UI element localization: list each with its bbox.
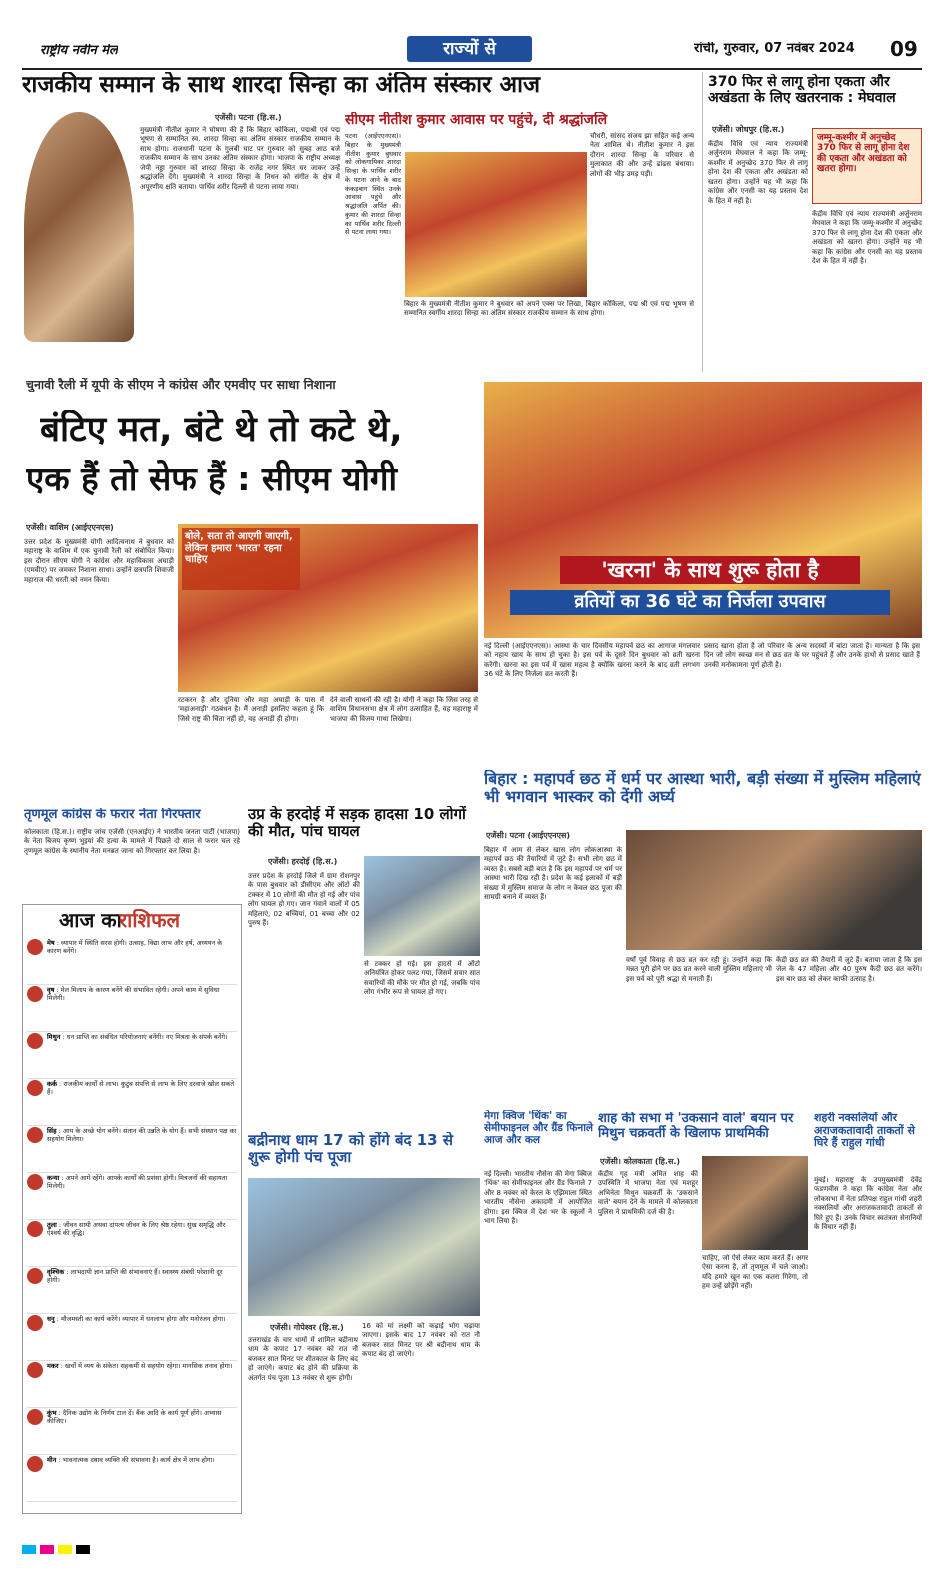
zodiac-icon: [27, 986, 43, 1002]
story6-body2: से टक्कर हो गई। इस हादसे में ऑटो अनियंत्रित होकर पलट गया, जिसमें सवार सात सवारियों की मौके पर मौत हो गई, जबकि पांच लोग गंभीर रूप से घायल हो गए।: [364, 960, 480, 997]
rashi-name: वृष: [47, 986, 55, 994]
story2-body-right: केंद्रीय विधि एवं न्याय राज्यमंत्री अर्जुनराम मेघवाल ने कहा कि जम्मू-कश्मीर में अनुच्छेद 370 फिर से लागू होना देश की एकता और अखंडता को खतरा होगा। उन्होंने यह भी कहा कि कांग्रेस और एनसी का यह प्रस्ताव देश के हित में नहीं है।: [812, 210, 922, 266]
story1-body3: चौधरी, सांसद संजय झा सहित कई अन्य नेता शामिल थे। नीतीश कुमार ने इस दौरान शारदा सिन्हा के परिवार से मुलाकात की और उन्हें ढांढस बंधाया। लोगों की भीड़ उमड़ पड़ी।: [590, 132, 694, 178]
byline-story3: एजेंसी। वाशिम (आईएएनएस): [26, 523, 114, 532]
zodiac-icon: [27, 1315, 43, 1331]
rashi-text: अपने आगे रहेंगे। आपके कार्यों की प्रशंसा होगी। मित्रजनों की सहायता मिलेगी।: [47, 1174, 228, 1191]
headline-article-370: 370 फिर से लागू होना एकता और अखंडता के लिए खतरनाक : मेघवाल: [708, 74, 896, 107]
rashi-name: कर्क: [47, 1080, 57, 1088]
cm-tribute-photo: [405, 152, 587, 297]
masthead-rule: [22, 68, 922, 70]
rashi-name: मीन: [47, 1456, 57, 1464]
zodiac-icon: [27, 1174, 43, 1190]
zodiac-icon: [27, 1221, 43, 1237]
rashi-text: मौजमस्ती का कार्य करेंगे। व्यापार में धनलाभ होगा और मनोरंजन होगा।: [60, 1315, 226, 1323]
headline-sharda-sinha: राजकीय सम्मान के साथ शारदा सिन्हा का अंतिम संस्कार आज: [22, 72, 541, 98]
byline-story2: एजेंसी। जोधपुर (हि.स.): [712, 125, 785, 134]
column-divider: [702, 72, 703, 372]
rashi-item: वृष : मेल मिलाप के कारण बनेंगे की संभावित रहेगी। अपने काम में सुविधा मिलेगी।: [27, 986, 237, 1030]
rashifal-list: [25, 939, 239, 1511]
rashi-name: सिंह: [47, 1127, 57, 1135]
story1-body1: मुख्यमंत्री नीतीश कुमार ने घोषणा की है कि बिहार कोकिला, पद्मश्री एवं पद्म भूषण से सम्मानित स्व. शारदा सिन्हा का अंतिम संस्कार राजकीय सम्मान के साथ होगा। राजधानी पटना के गुलबी घाट पर गुरुवार को सुबह आठ बजे राजकीय सम्मान के साथ उनका अंतिम संस्कार होगा। भाजपा के राष्ट्रीय अध्यक्ष जेपी नड्डा गुरुवार को शारदा सिन्हा के राजेंद्र नगर स्थित घर जाकर उन्हें श्रद्धांजलि देंगे। मुख्यमंत्री ने शारदा सिन्हा के निधन को संगीत के क्षेत्र में अपूरणीय क्षति बताया। पार्थिव शरीर दिल्ली से पटना लाया गया।: [140, 126, 340, 191]
rashi-text: लाभदायी ज्ञान प्राप्ति की संभावनाएं हैं। स्वास्थ्य संबंधी परेशानी दूर होगी।: [47, 1268, 223, 1285]
rashi-item: तुला : जीवन साथी अथवा दांपत्य जीवन के लिए श्रेष्ठ रहेगा। सुख समृद्धि और ऐश्वर्य की वृद्धि।: [27, 1221, 237, 1265]
rashi-text: आय के अच्छे योग बनेंगे। संतान की उन्नति के योग हैं। सभी संस्थान पक्ष का सहयोग मिलेगा।: [47, 1127, 237, 1144]
kharna-banner: 'खरना' के साथ शुरू होता है: [560, 556, 860, 584]
rashifal-title: राशिफल: [119, 909, 181, 932]
kicker-yogi: चुनावी रैली में यूपी के सीएम ने कांग्रेस और एमवीए पर साधा निशाना: [26, 378, 336, 392]
yogi-photo-quote: बोले, सता तो आएगी जाएगी, लेकिन हमारा 'भारत' रहना चाहिए: [182, 528, 300, 590]
rashi-text: भावनात्मक दबाव व्यक्ति की संभावना है। कार्य क्षेत्र में लाभ होगा।: [62, 1456, 215, 1464]
story8-body: उत्तराखंड के चार धामों में शामिल बद्रीनाथ धाम के कपाट 17 नवंबर को रात नौ बजकर सात मिनट पर शीतकाल के लिए बंद हो जाएंगे। कपाट बंद होने की प्रक्रिया के अंतर्गत पंच पूजा 13 नवंबर से शुरू होगी।: [248, 1336, 358, 1382]
story7-body: बिहार में आम से लेकर खास लोग लोकआस्था के महापर्व छठ की तैयारियों में जुटे हैं। सभी लोग छठ में व्यस्त हैं। सबसे बड़ी बात है कि इस महापर्व पर धर्म पर आस्था भारी दिख रही है। प्रदेश के कई इलाकों में बड़ी संख्या में मुस्लिम समाज के लोग न केवल छठ पूजा की सामग्री बनाने में व्यस्त हैं।: [484, 846, 622, 902]
sharda-sinha-portrait: [24, 112, 134, 342]
rashi-item: कन्या : अपने आगे रहेंगे। आपके कार्यों की प्रशंसा होगी। मित्रजनों की सहायता मिलेगी।: [27, 1174, 237, 1218]
zodiac-icon: [27, 1409, 43, 1425]
story2-body: केंद्रीय विधि एवं न्याय राज्यमंत्री अर्जुनराम मेघवाल ने कहा कि जम्मू-कश्मीर में अनुच्छेद 370 फिर से लागू होना देश की एकता और अखंडता को खतरा होगा। उन्होंने यह भी कहा कि कांग्रेस और एनसी का यह प्रस्ताव देश के हित में नहीं है।: [708, 140, 808, 205]
rashi-name: मेष: [47, 939, 55, 947]
rashi-name: मकर: [47, 1362, 59, 1370]
story4-body: नई दिल्ली (आईएएनएस)। आस्था के चार दिवसीय महापर्व छठ का आगाज मंगलवार को नहाय खाय के साथ हो चुका है। इस पर्व के दूसरे दिन बुधवार को व्रती खरना करेंगी। खरना का इस पर्व में खास महत्व है क्योंकि खरना करने के बाद व्रती लगभग 36 घंटे के लिए निर्जला व्रत करती हैं।: [484, 642, 700, 679]
rashi-text: दैनिक उद्योग के निर्णय टाल दें। बैंक आदि के कार्य पूर्ण होंगे। अभ्यास कीजिए।: [47, 1409, 222, 1426]
zodiac-icon: [27, 939, 43, 955]
muslim-women-photo: [626, 830, 922, 950]
rashi-item: मीन : भावनात्मक दबाव व्यक्ति की संभावना है। कार्य क्षेत्र में लाभ होगा।: [27, 1456, 237, 1500]
byline-story1: एजेंसी। पटना (हि.स.): [215, 113, 282, 122]
rashi-item: धनु : मौजमस्ती का कार्य करेंगे। व्यापार में धनलाभ होगा और मनोरंजन होगा।: [27, 1315, 237, 1359]
story7-body3: केंद्री छठ व्रत की तैयारी में जुटे हैं। बताया जाता है कि इस जेल के 47 महिला और 40 पुरुष कैदी छठ व्रत करेंगे। इस बार छठ को लेकर काफी उत्साह है।: [776, 956, 922, 983]
story3-body2: रटकरन है और दुनिया और महा अघाड़ी के पास में 'महाअनाड़ी' गठबंधन है। मैं अनाड़ी इसलिए कहता हूं कि जिसे राष्ट्र की चिंता नहीं हो, वह अनाड़ी ही होगा।: [178, 696, 324, 723]
zodiac-icon: [27, 1080, 43, 1096]
rashi-item: कर्क : राजकीय कार्यों से लाभ। कुटुंब संपत्ति से लाभ के लिए दरवाजे खोल सकते हैं।: [27, 1080, 237, 1124]
subhead-story1: सीएम नीतीश कुमार आवास पर पहुंचे, दी श्रद्धांजलि: [345, 112, 608, 128]
headline-yogi-line2: एक हैं तो सेफ हैं : सीएम योगी: [26, 460, 398, 498]
section-title: राज्यों से: [407, 36, 532, 62]
story5-body: कोलकाता (हि.स.)। राष्ट्रीय जांच एजेंसी (एनआईए) ने भारतीय जनता पार्टी (भाजपा) के नेता बिजय कृष्ण भुइयां की हत्या के मामले में पिछले दो साल से फरार चल रहे तृणमूल कांग्रेस के स्थानीय नेता मनब्रत जाना को गिरफ्तार कर लिया है।: [24, 828, 240, 855]
rashi-name: कन्या: [47, 1174, 60, 1182]
badrinath-photo: [248, 1178, 480, 1316]
headline-yogi-line1: बंटिए मत, बंटे थे तो कटे थे,: [40, 410, 403, 450]
rashi-text: मेल मिलाप के कारण बनेंगे की संभावित रहेगी। अपने काम में सुविधा मिलेगी।: [47, 986, 220, 1003]
masthead: [22, 34, 922, 68]
kharna-subbanner: व्रतियों का 36 घंटे का निर्जला उपवास: [510, 590, 890, 615]
date-line: रांची, गुरुवार, 07 नवंबर 2024: [694, 42, 855, 56]
page-number: 09: [890, 38, 918, 61]
rashi-name: कुंभ: [47, 1409, 57, 1417]
story10-body: केंद्रीय गृह मंत्री अमित शाह की उपस्थिति में भाजपा नेता एवं मशहूर अभिनेता मिथुन चक्रवर्ती के 'उकसाने वाले' बयान देने के मामले में कोलकाता पुलिस ने प्राथमिकी दर्ज की है।: [598, 1170, 698, 1216]
mithun-photo: [702, 1156, 808, 1250]
quote-box-370: जम्मू-कश्मीर में अनुच्छेद 370 फिर से लागू होना देश की एकता और अखंडता को खतरा होगा।: [812, 128, 922, 204]
hardoi-accident-photo: [364, 856, 480, 956]
rashi-item: सिंह : आय के अच्छे योग बनेंगे। संतान की उन्नति के योग हैं। सभी संस्थान पक्ष का सहयोग मिलेगा।: [27, 1127, 237, 1171]
headline-hardoi: उप्र के हरदोई में सड़क हादसा 10 लोगों की मौत, पांच घायल: [248, 806, 466, 841]
zodiac-icon: [27, 1456, 43, 1472]
story3-body3: देने वाली साधनों की रही है। योगी ने कहा कि जिस तरह से वाशिम विधानसभा क्षेत्र में लोग उत्साहित हैं, वह महाराष्ट्र में भाजपा की विजय गाथा लिखेगा।: [330, 696, 478, 723]
story11-body: मुंबई। महाराष्ट्र के उपमुख्यमंत्री देवेंद्र फडणवीस ने कहा कि कांग्रेस नेता और लोकसभा में नेता प्रतिपक्ष राहुल गांधी शहरी नक्सलियों और अराजकतावादी ताकतों से घिरे हुए हैं। उनके विचार स्वतंत्रता सेनानियों के विचार नहीं हैं।: [814, 1176, 922, 1232]
headline-chhath-muslim: बिहार : महापर्व छठ में धर्म पर आस्था भारी, बड़ी संख्या में मुस्लिम महिलाएं भी भगवान भास्कर को देंगी अर्घ्य: [484, 770, 921, 807]
story6-body: उत्तर प्रदेश के हरदोई जिले में ग्राम रोशनपुर के पास बुधवार को डीसीएम और ऑटो की टक्कर में 10 लोगों की मौत हो गई और पांच लोग घायल हो गए। जान गंवाने वालों में 05 महिलाएं, 02 बच्चियां, 01 बच्चा और 02 पुरुष हैं।: [248, 872, 360, 928]
rashi-item: मेष : व्यापार में स्थिति सरस होगी। उत्साह, विद्या लाभ और हर्ष, अध्ययन के कारण बनेंगे।: [27, 939, 237, 983]
rashi-item: मकर : खर्चों में व्यय के संकेत। सहकर्मी से सहयोग रहेगा। मानसिक तनाव होगा।: [27, 1362, 237, 1406]
zodiac-icon: [27, 1033, 43, 1049]
rashi-name: धनु: [47, 1315, 55, 1323]
rashi-text: जीवन साथी अथवा दांपत्य जीवन के लिए श्रेष्ठ रहेगा। सुख समृद्धि और ऐश्वर्य की वृद्धि।: [47, 1221, 226, 1238]
print-color-bar: [22, 1540, 922, 1554]
byline-story8: एजेंसी। गोपेश्वर (हि.स.): [270, 1323, 344, 1332]
story4-body2: प्रसाद खाना होता है जो परिवार के अन्य सदस्यों में बांटा जाता है। मान्यता है कि इस दिन जो लोग स्वच्छ मन से छठ व्रत के घर पहुंचते हैं और उनके हाथों से प्रसाद खाते हैं उनकी मनोकामना पूर्ण होती है।: [704, 642, 920, 669]
story1-body2: पटना (आईएएनएस)। बिहार के मुख्यमंत्री नीतीश कुमार बुधवार को लोकगायिका शारदा सिन्हा के पार्थिव शरीर के पटना आने के बाद कंकड़बाग स्थित उनके आवास पहुंचे और श्रद्धांजलि अर्पित की। कुमार की शारदा सिन्हा का पार्थिव शरीर दिल्ली से पटना लाया गया।: [345, 132, 401, 237]
rashi-text: राजकीय कार्यों से लाभ। कुटुंब संपत्ति से लाभ के लिए दरवाजे खोल सकते हैं।: [47, 1080, 235, 1097]
byline-story7: एजेंसी। पटना (आईएएनएस): [486, 831, 571, 840]
story7-body2: वर्षों पूर्व विवाह से छठ व्रत कर रही हूं। उन्होंने कहा कि मन्नत पूरी होने पर छठ व्रत करने वाली मुस्लिम महिलाएं भी इस पर्व को पूरी श्रद्धा से मनाती हैं।: [626, 956, 772, 983]
headline-tmc: तृणमूल कांग्रेस के फरार नेता गिरफ्तार: [24, 808, 201, 822]
headline-think-quiz: मेगा क्विज 'थिंक' का सेमीफाइनल और ग्रैंड फिनाले आज और कल: [484, 1110, 594, 1147]
story3-body1: उत्तर प्रदेश के मुख्यमंत्री योगी आदित्यनाथ ने बुधवार को महाराष्ट्र के वाशिम में एक चुनावी रैली को संबोधित किया। इस दौरान सीएम योगी ने कांग्रेस और महाविकास अघाड़ी (एमवीए) पर जमकर निशाना साधा। उन्होंने छत्रपति शिवाजी महाराज की धरती को नमन किया।: [24, 538, 174, 584]
headline-rahul: शहरी नक्सलियों और अराजकतावादी ताकतों से घिरे हैं राहुल गांधी: [814, 1112, 915, 1150]
story1-photo-caption: बिहार के मुख्यमंत्री नीतीश कुमार ने बुधवार को अपने एक्स पर लिखा, बिहार कोकिला, पद्म श्री एवं पद्म भूषण से सम्मानित स्वर्गीय शारदा सिन्हा का अंतिम संस्कार राजकीय सम्मान के साथ होगा।: [404, 300, 694, 318]
rashi-text: धन प्राप्ति का संबंधित परियोजनाएं बनेंगी। नए मित्रता के संपर्क बनेंगे।: [66, 1033, 228, 1041]
rashi-item: कुंभ : दैनिक उद्योग के निर्णय टाल दें। बैंक आदि के कार्य पूर्ण होंगे। अभ्यास कीजिए।: [27, 1409, 237, 1453]
rashifal-title-prefix: आज का: [59, 909, 122, 932]
rashifal-box: [22, 904, 242, 1514]
story10-body2: चाहिए, जो ऐसे लेकर काम करते हैं। अगर ऐसा करना है, तो तृणमूल में चले जाओ। यदि हमारे खून का एक कतरा गिरेगा, तो हम उन्हें छोड़ेंगे नहीं।: [702, 1254, 808, 1291]
rashi-name: वृश्चिक: [47, 1268, 65, 1276]
byline-story10: एजेंसी। कोलकाता (हि.स.): [600, 1157, 681, 1166]
rashi-item: मिथुन : धन प्राप्ति का संबंधित परियोजनाएं बनेंगी। नए मित्रता के संपर्क बनेंगे।: [27, 1033, 237, 1077]
paper-name: राष्ट्रीय नवीन मेल: [40, 44, 118, 58]
rashi-name: तुला: [47, 1221, 57, 1229]
headline-badrinath: बद्रीनाथ धाम 17 को होंगे बंद 13 से शुरू होगी पंच पूजा: [248, 1132, 453, 1167]
headline-mithun: शाह की सभा में 'उकसाने वाले' बयान पर मिथुन चक्रवर्ती के खिलाफ प्राथमिकी: [598, 1112, 794, 1141]
rashi-name: मिथुन: [47, 1033, 61, 1041]
rashi-item: वृश्चिक : लाभदायी ज्ञान प्राप्ति की संभावनाएं हैं। स्वास्थ्य संबंधी परेशानी दूर होगी।: [27, 1268, 237, 1312]
zodiac-icon: [27, 1268, 43, 1284]
story9-body: नई दिल्ली। भारतीय नौसेना की मेगा क्विज 'थिंक' का सेमीफाइनल और ग्रैंड फिनाले 7 और 8 नवंबर को केरल के एझिमाला स्थित भारतीय नौसेना अकादमी में आयोजित होगा। इस क्विज में देश भर के स्कूलों ने भाग लिया है।: [484, 1170, 592, 1226]
rashi-text: व्यापार में स्थिति सरस होगी। उत्साह, विद्या लाभ और हर्ष, अध्ययन के कारण बनेंगे।: [47, 939, 223, 956]
zodiac-icon: [27, 1362, 43, 1378]
rashi-text: खर्चों में व्यय के संकेत। सहकर्मी से सहयोग रहेगा। मानसिक तनाव होगा।: [64, 1362, 233, 1370]
byline-story6: एजेंसी। हरदोई (हि.स.): [268, 857, 338, 866]
zodiac-icon: [27, 1127, 43, 1143]
story8-body2: 16 को मां लक्ष्मी को कढ़ाई भोग चढ़ाया जाएगा। इसके बाद 17 नवंबर को रात नौ बजकर सात मिनट पर श्री बद्रीनाथ धाम के कपाट बंद हो जाएंगे।: [362, 1322, 480, 1359]
